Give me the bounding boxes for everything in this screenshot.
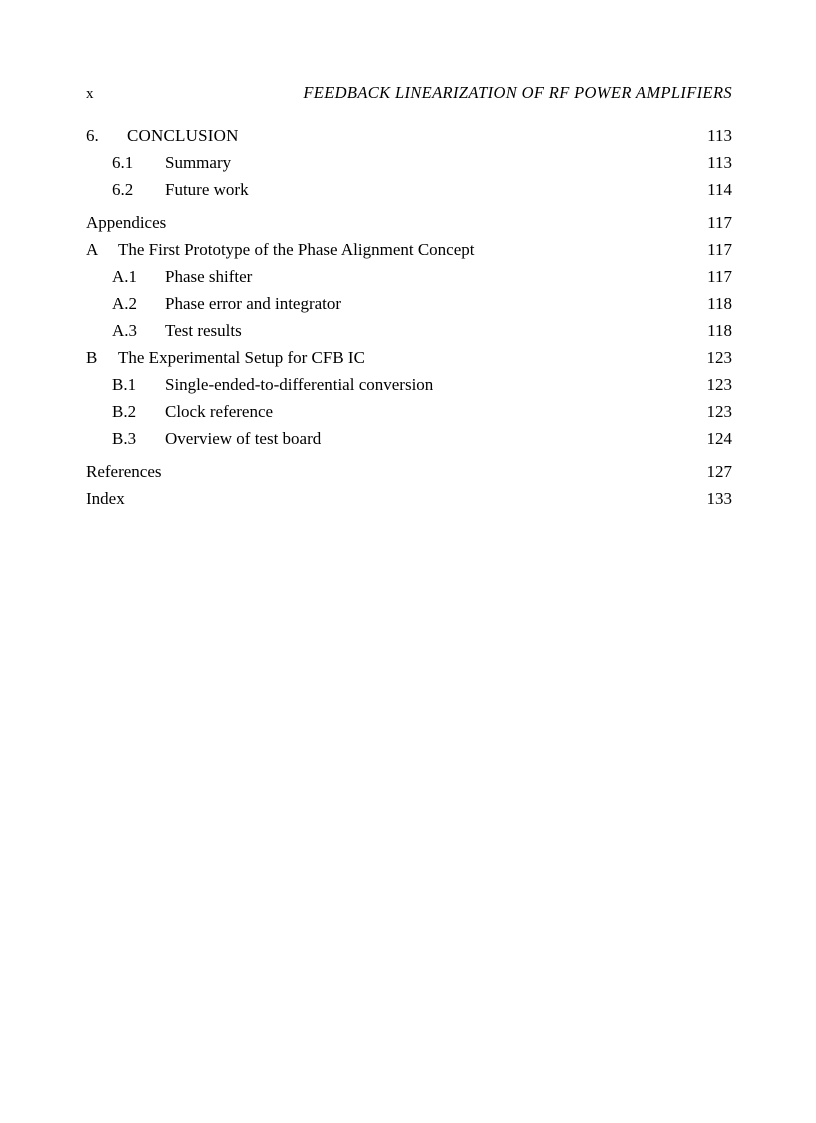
toc-entry[interactable] [86,317,732,344]
toc-entry-title: The Experimental Setup for CFB IC [118,348,365,367]
toc-entry-title: Clock reference [165,402,274,421]
toc-entry-title: CONCLUSION [127,126,239,145]
toc-entry-page-number: 117 [707,240,732,259]
toc-entry-number: B [86,348,98,367]
page-folio: x [86,86,94,102]
toc-entry-page-number: 118 [707,321,732,340]
toc-entry-page-number: 113 [707,126,732,145]
toc-entry[interactable] [86,344,732,371]
toc-entry-page-number: 133 [706,489,732,508]
toc-entry-title: Appendices [86,213,167,232]
toc-entry-number: B.2 [112,402,137,421]
toc-entry-title: The First Prototype of the Phase Alignment Concept [118,240,475,259]
toc-entry-number: B.1 [112,375,137,394]
toc-entry-page-number: 118 [707,294,732,313]
running-header [86,84,732,103]
toc-entry-title: Single-ended-to-differential conversion [165,375,434,394]
toc-entry-page-number: 124 [706,429,732,448]
toc-entry[interactable] [86,209,732,236]
toc-entry[interactable] [86,263,732,290]
toc-entry-title: Overview of test board [165,429,322,448]
toc-entry-title: References [86,462,162,481]
toc-entry[interactable] [86,458,732,485]
toc-entry-page-number: 114 [707,180,732,199]
toc-entry[interactable] [86,425,732,452]
toc-entry-page-number: 113 [707,153,732,172]
toc-entry-title: Summary [165,153,232,172]
toc-entry-number: 6. [86,126,99,145]
toc-entry-page-number: 127 [706,462,732,481]
running-header-title: FEEDBACK LINEARIZATION OF RF POWER AMPLIFIERS [303,83,732,102]
toc-entry-page-number: 117 [707,267,732,286]
toc-entry[interactable] [86,290,732,317]
toc-entry[interactable] [86,149,732,176]
toc-entry-number: A.1 [112,267,138,286]
toc-entry-title: Index [86,489,125,508]
toc-entry[interactable] [86,236,732,263]
toc-entry-number: 6.1 [112,153,134,172]
toc-entry[interactable] [86,176,732,203]
toc-entry-number: A [86,240,99,259]
table-of-contents [86,122,732,512]
toc-entry-page-number: 123 [706,348,732,367]
toc-entry[interactable] [86,371,732,398]
toc-entry-number: A.3 [112,321,138,340]
toc-entry-page-number: 123 [706,375,732,394]
toc-entry[interactable] [86,485,732,512]
toc-entry-title: Future work [165,180,249,199]
toc-entry[interactable] [86,122,732,149]
toc-entry[interactable] [86,398,732,425]
toc-entry-title: Test results [165,321,242,340]
toc-entry-number: B.3 [112,429,137,448]
toc-entry-page-number: 123 [706,402,732,421]
toc-entry-number: 6.2 [112,180,134,199]
toc-entry-title: Phase error and integrator [165,294,342,313]
toc-entry-title: Phase shifter [165,267,253,286]
toc-entry-number: A.2 [112,294,138,313]
toc-entry-page-number: 117 [707,213,732,232]
